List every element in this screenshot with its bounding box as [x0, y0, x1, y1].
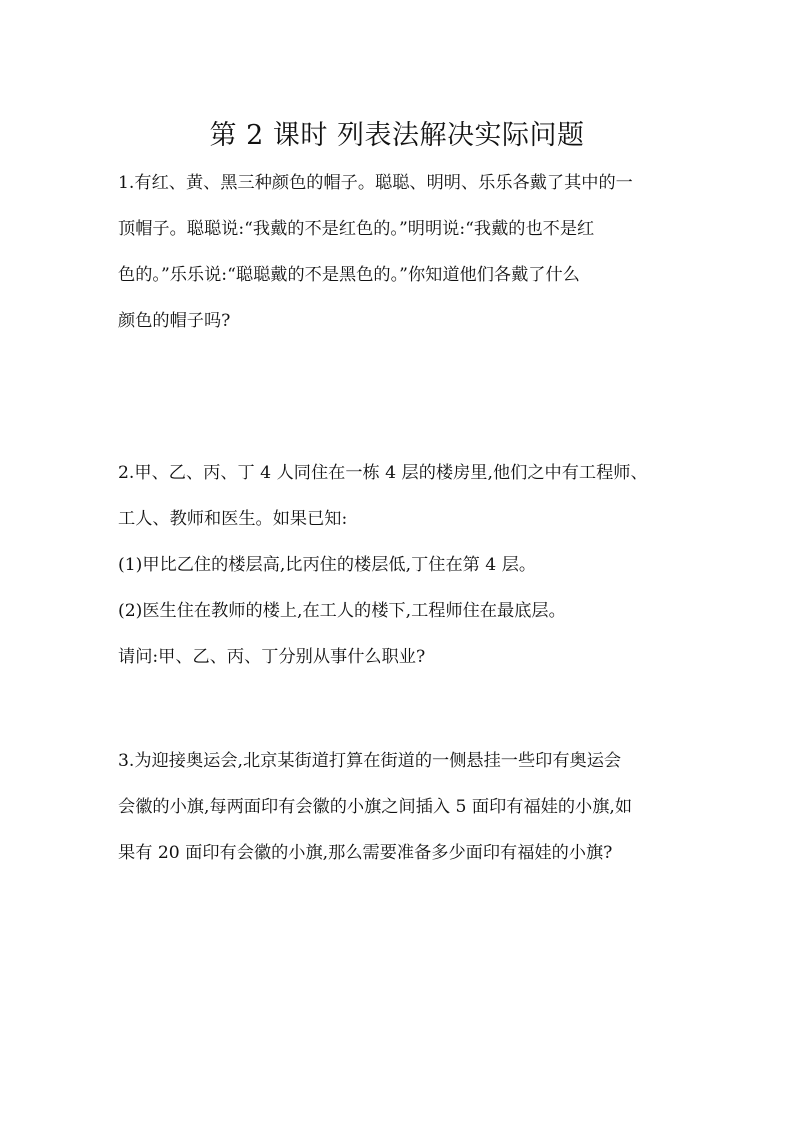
page-title: 第 2 课时 列表法解决实际问题	[209, 120, 585, 151]
problem-2-question: 请问:甲、乙、丙、丁分别从事什么职业?	[118, 647, 426, 667]
problem-3-line-1: 3.为迎接奥运会,北京某街道打算在街道的一侧悬挂一些印有奥运会	[118, 751, 622, 771]
problem-1-line-2: 顶帽子。聪聪说:“我戴的不是红色的。”明明说:“我戴的也不是红	[118, 219, 595, 239]
problem-2-condition-2: (2)医生住在教师的楼上,在工人的楼下,工程师住在最底层。	[118, 601, 566, 621]
problem-2	[118, 450, 698, 680]
problem-1-line-1: 1.有红、黄、黑三种颜色的帽子。聪聪、明明、乐乐各戴了其中的一	[118, 173, 633, 193]
problem-1-line-3: 色的。”乐乐说:“聪聪戴的不是黑色的。”你知道他们各戴了什么	[118, 265, 580, 285]
problem-3-line-3: 果有 20 面印有会徽的小旗,那么需要准备多少面印有福娃的小旗?	[118, 843, 613, 863]
problem-1	[118, 160, 698, 344]
problem-1-line-4: 颜色的帽子吗?	[118, 311, 231, 331]
problem-3-line-2: 会徽的小旗,每两面印有会徽的小旗之间插入 5 面印有福娃的小旗,如	[118, 797, 633, 817]
problem-2-line-1: 2.甲、乙、丙、丁 4 人同住在一栋 4 层的楼房里,他们之中有工程师、	[118, 463, 648, 483]
problem-2-condition-1: (1)甲比乙住的楼层高,比丙住的楼层低,丁住在第 4 层。	[118, 555, 537, 575]
problem-2-line-2: 工人、教师和医生。如果已知:	[118, 509, 348, 529]
problem-3	[118, 738, 698, 876]
